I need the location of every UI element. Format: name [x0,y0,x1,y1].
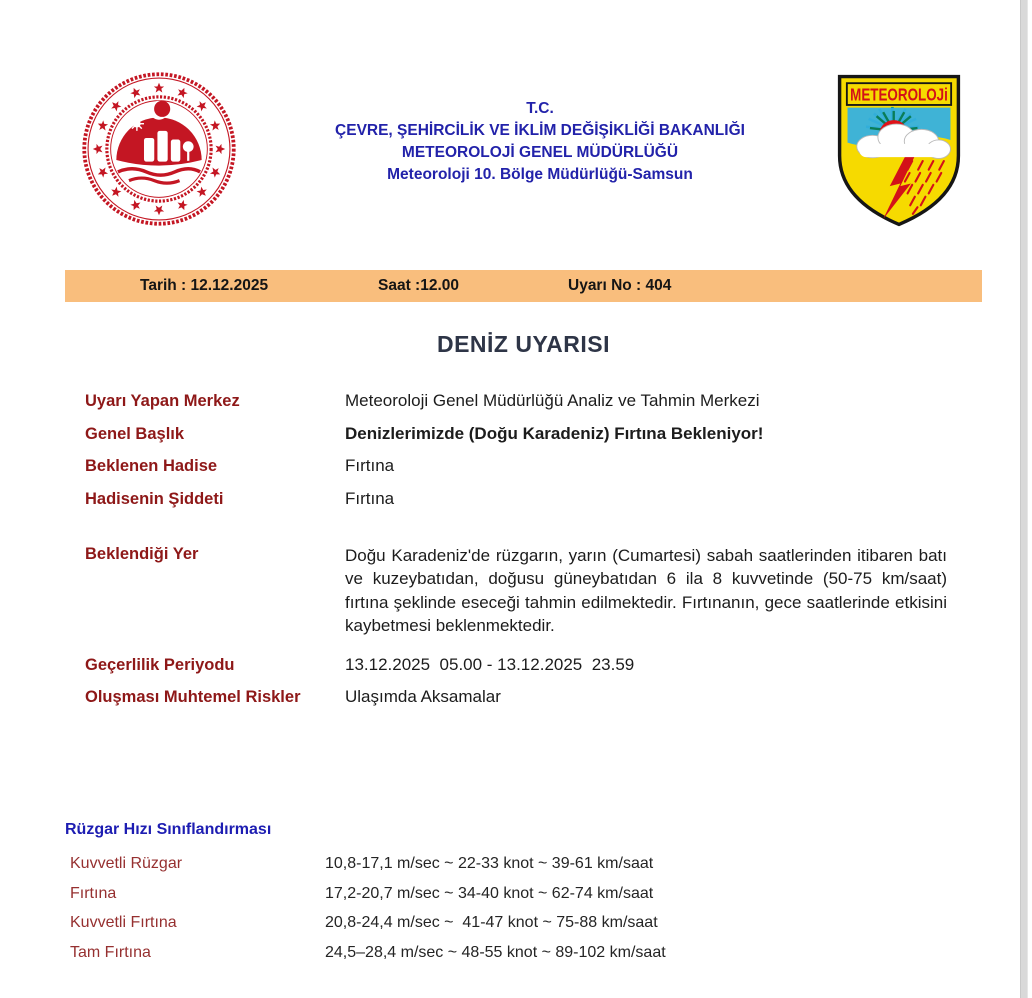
wind-row-full-storm [65,943,945,962]
wind-class-label: Kuvvetli Fırtına [70,914,177,931]
page-title: DENİZ UYARISI [436,331,611,357]
vertical-scrollbar[interactable] [1020,0,1028,998]
field-label: Uyarı Yapan Merkez [85,392,240,410]
field-label: Beklenen Hadise [85,457,218,475]
wind-class-label: Kuvvetli Rüzgar [70,855,183,872]
met-logo-text: METEOROLOJi [850,84,948,105]
warning-details [85,391,952,707]
warning-number-text: Uyarı No : 404 [568,277,672,294]
field-label: Hadisenin Şiddeti [85,489,224,508]
wind-class-label: Tam Fırtına [70,943,151,961]
wind-row-strong-wind [65,854,945,873]
header-line-tc: T.C. [526,100,554,117]
field-value: Fırtına [345,488,395,508]
info-bar [65,270,982,302]
ministry-emblem-icon [80,68,238,230]
detail-row-expected-event [85,456,947,476]
header-line-directorate: METEOROLOJİ GENEL MÜDÜRLÜĞÜ [401,144,679,161]
field-value: Meteoroloji Genel Müdürlüğü Analiz ve Tahmin Merkezi [345,391,760,410]
field-label: Genel Başlık [85,424,185,443]
header-org-block [250,98,830,186]
field-value: Fırtına [345,456,395,475]
detail-row-possible-risks [85,687,947,707]
wind-class-range: 10,8-17,1 m/sec ~ 22-33 knot ~ 39-61 km/saat [325,855,654,872]
meteorology-shield-icon [833,71,965,230]
time-text: Saat :12.00 [378,277,459,294]
wind-class-range: 17,2-20,7 m/sec ~ 34-40 knot ~ 62-74 km/saat [325,884,654,902]
detail-row-expected-location [85,544,952,638]
wind-classification-heading: Rüzgar Hızı Sınıflandırması [65,821,272,838]
detail-row-issuing-center [85,391,947,411]
detail-row-general-title [85,424,947,444]
header-line-ministry: ÇEVRE, ŞEHİRCİLİK VE İKLİM DEĞİŞİKLİĞİ BAKANLIĞI [335,122,745,139]
field-value: Ulaşımda Aksamalar [345,687,501,706]
header-line-region: Meteoroloji 10. Bölge Müdürlüğü-Samsun [387,166,693,183]
date-text: Tarih : 12.12.2025 [140,277,269,294]
field-label: Geçerlilik Periyodu [85,655,235,674]
wind-row-strong-storm [65,913,945,932]
wind-class-range: 24,5–28,4 m/sec ~ 48-55 knot ~ 89-102 km/saat [325,943,666,961]
field-value: Doğu Karadeniz'de rüzgarın, yarın (Cumartesi) sabah saatlerinden itibaren batı ve kuzeybatıdan, doğusu güneybatıdan 6 ila 8 kuvvetinde (50-75 km/saat) fırtına şeklinde eseceği tahmin edilmektedir. Fırtınanın, gece saatlerinde etkisini kaybetmesi beklenmektedir. [345,545,952,635]
wind-class-label: Fırtına [70,884,117,902]
field-value: 13.12.2025 05.00 - 13.12.2025 23.59 [345,654,635,674]
detail-row-validity-period [85,655,947,675]
wind-class-range: 20,8-24,4 m/sec ~ 41-47 knot ~ 75-88 km/saat [325,914,658,931]
field-value: Denizlerimizde (Doğu Karadeniz) Fırtına Bekleniyor! [345,423,764,443]
field-label: Beklendiği Yer [85,544,199,563]
field-label: Oluşması Muhtemel Riskler [85,688,301,706]
detail-row-event-severity [85,489,947,509]
wind-speed-classification [65,820,945,972]
wind-row-storm [65,884,945,903]
